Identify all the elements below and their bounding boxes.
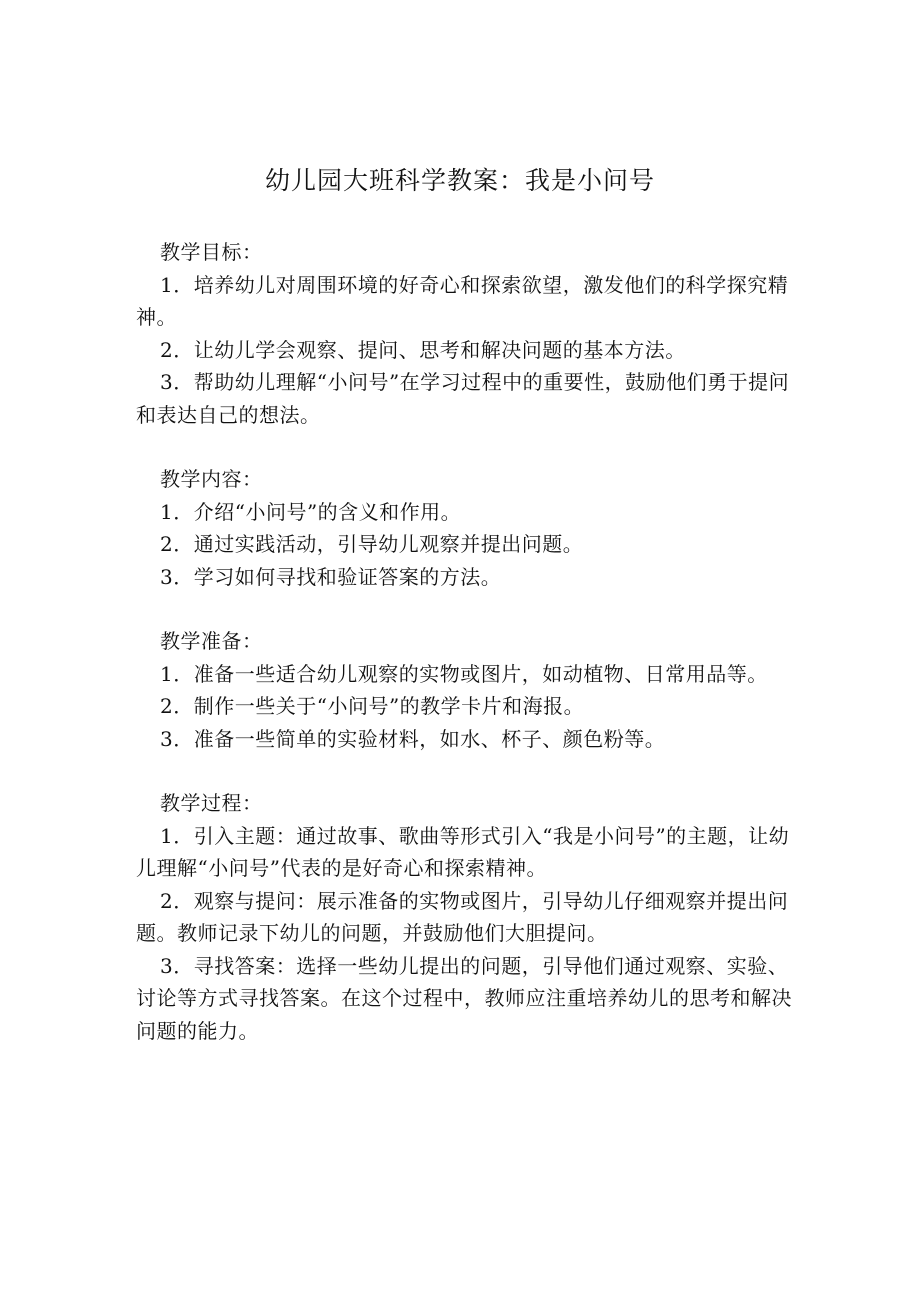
section-heading: 教学目标： <box>160 240 263 264</box>
section-heading: 教学准备： <box>160 629 263 653</box>
section-preparation <box>136 625 796 755</box>
list-item: 1．准备一些适合幼儿观察的实物或图片，如动植物、日常用品等。 <box>160 661 768 686</box>
list-item: 3．准备一些简单的实验材料，如水、杯子、颜色粉等。 <box>160 726 666 751</box>
document-title: 幼儿园大班科学教案：我是小问号 <box>264 166 655 195</box>
list-item: 3．学习如何寻找和验证答案的方法。 <box>160 564 502 589</box>
section-heading: 教学过程： <box>160 791 263 815</box>
list-item: 2．通过实践活动，引导幼儿观察并提出问题。 <box>160 532 584 556</box>
list-item: 2．让幼儿学会观察、提问、思考和解决问题的基本方法。 <box>160 337 686 362</box>
list-item: 2．制作一些关于“小问号”的教学卡片和海报。 <box>160 694 585 718</box>
list-item: 1．介绍“小问号”的含义和作用。 <box>160 499 462 524</box>
list-item: 3．帮助幼儿理解“小问号”在学习过程中的重要性，鼓励他们勇于提问和表达自己的想法。 <box>136 370 790 427</box>
section-heading: 教学内容： <box>160 467 263 491</box>
list-item: 1．引入主题：通过故事、歌曲等形式引入“我是小问号”的主题，让幼儿理解“小问号”代表的是好奇心和探索精神。 <box>136 823 790 880</box>
document-body <box>136 236 796 1047</box>
section-objectives <box>136 236 796 431</box>
section-content <box>136 463 796 593</box>
list-item: 3．寻找答案：选择一些幼儿提出的问题，引导他们通过观察、实验、讨论等方式寻找答案。在这个过程中，教师应注重培养幼儿的思考和解决问题的能力。 <box>136 953 792 1043</box>
list-item: 2．观察与提问：展示准备的实物或图片，引导幼儿仔细观察并提出问题。教师记录下幼儿的问题，并鼓励他们大胆提问。 <box>136 888 789 945</box>
section-process <box>136 787 796 1047</box>
list-item: 1．培养幼儿对周围环境的好奇心和探索欲望，激发他们的科学探究精神。 <box>136 272 789 329</box>
